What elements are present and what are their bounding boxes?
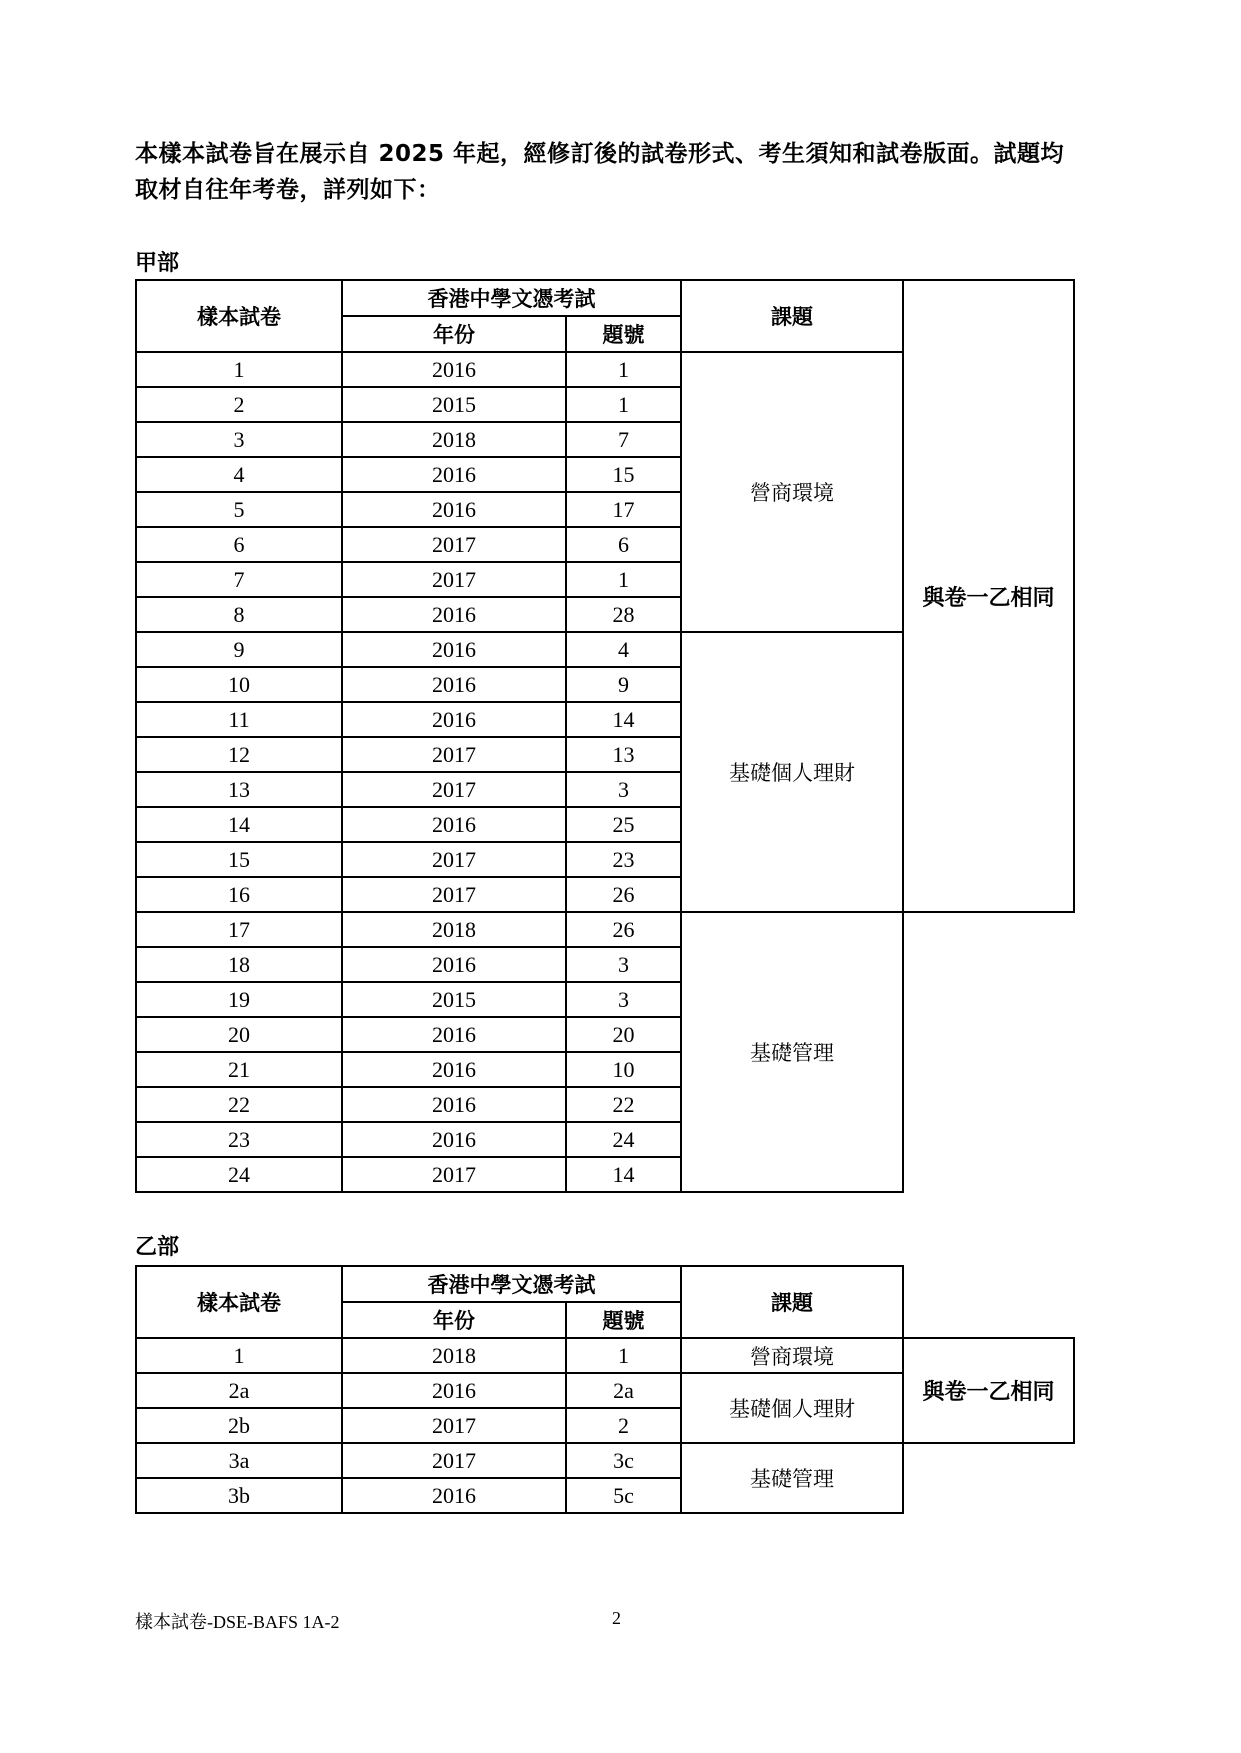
header-topic: 課題 bbox=[681, 1266, 903, 1338]
sample-paper-cell: 11 bbox=[136, 702, 342, 737]
year-cell: 2015 bbox=[342, 982, 566, 1017]
year-cell: 2016 bbox=[342, 1017, 566, 1052]
sample-paper-cell: 4 bbox=[136, 457, 342, 492]
year-cell: 2017 bbox=[342, 1443, 566, 1478]
empty-cell bbox=[903, 912, 1074, 947]
question-no-cell: 2a bbox=[566, 1373, 681, 1408]
same-as-note: 與卷一乙相同 bbox=[903, 280, 1074, 912]
sample-paper-cell: 1 bbox=[136, 1338, 342, 1373]
sample-paper-cell: 8 bbox=[136, 597, 342, 632]
sample-paper-cell: 9 bbox=[136, 632, 342, 667]
year-cell: 2016 bbox=[342, 457, 566, 492]
table-row bbox=[136, 1087, 1074, 1122]
table-row bbox=[136, 947, 1074, 982]
sample-paper-cell: 2b bbox=[136, 1408, 342, 1443]
question-no-cell: 20 bbox=[566, 1017, 681, 1052]
table-row bbox=[136, 1122, 1074, 1157]
sample-paper-cell: 14 bbox=[136, 807, 342, 842]
question-no-cell: 26 bbox=[566, 877, 681, 912]
year-cell: 2017 bbox=[342, 772, 566, 807]
sample-paper-cell: 12 bbox=[136, 737, 342, 772]
question-no-cell: 2 bbox=[566, 1408, 681, 1443]
question-no-cell: 4 bbox=[566, 632, 681, 667]
year-cell: 2017 bbox=[342, 527, 566, 562]
header-year: 年份 bbox=[342, 316, 566, 352]
section-a-title: 甲部 bbox=[135, 251, 180, 276]
table-row bbox=[136, 1052, 1074, 1087]
question-no-cell: 5c bbox=[566, 1478, 681, 1513]
header-hkdse: 香港中學文憑考試 bbox=[342, 1266, 681, 1302]
sample-paper-cell: 18 bbox=[136, 947, 342, 982]
topic-cell: 營商環境 bbox=[681, 1338, 903, 1373]
question-no-cell: 28 bbox=[566, 597, 681, 632]
empty-cell bbox=[903, 1443, 1074, 1478]
sample-paper-cell: 3a bbox=[136, 1443, 342, 1478]
question-no-cell: 13 bbox=[566, 737, 681, 772]
year-cell: 2016 bbox=[342, 1478, 566, 1513]
sample-paper-cell: 10 bbox=[136, 667, 342, 702]
year-cell: 2017 bbox=[342, 737, 566, 772]
question-no-cell: 3 bbox=[566, 982, 681, 1017]
year-cell: 2017 bbox=[342, 877, 566, 912]
question-no-cell: 25 bbox=[566, 807, 681, 842]
topic-cell: 基礎管理 bbox=[681, 912, 903, 1192]
question-no-cell: 1 bbox=[566, 352, 681, 387]
table-row bbox=[136, 982, 1074, 1017]
year-cell: 2016 bbox=[342, 492, 566, 527]
sample-paper-cell: 24 bbox=[136, 1157, 342, 1192]
empty-cell bbox=[903, 1266, 1074, 1338]
question-no-cell: 22 bbox=[566, 1087, 681, 1122]
header-hkdse: 香港中學文憑考試 bbox=[342, 280, 681, 316]
year-cell: 2016 bbox=[342, 1122, 566, 1157]
sample-paper-cell: 1 bbox=[136, 352, 342, 387]
sample-paper-cell: 16 bbox=[136, 877, 342, 912]
question-no-cell: 10 bbox=[566, 1052, 681, 1087]
year-cell: 2018 bbox=[342, 1338, 566, 1373]
sample-paper-cell: 7 bbox=[136, 562, 342, 597]
sample-paper-cell: 17 bbox=[136, 912, 342, 947]
year-cell: 2017 bbox=[342, 1408, 566, 1443]
section-b-title: 乙部 bbox=[135, 1235, 180, 1260]
question-no-cell: 1 bbox=[566, 1338, 681, 1373]
topic-cell: 基礎個人理財 bbox=[681, 632, 903, 912]
empty-cell bbox=[903, 1157, 1074, 1192]
sample-paper-cell: 5 bbox=[136, 492, 342, 527]
empty-cell bbox=[903, 1478, 1074, 1513]
question-no-cell: 9 bbox=[566, 667, 681, 702]
table-row bbox=[136, 1017, 1074, 1052]
sample-paper-cell: 3b bbox=[136, 1478, 342, 1513]
question-no-cell: 24 bbox=[566, 1122, 681, 1157]
empty-cell bbox=[903, 1052, 1074, 1087]
sample-paper-cell: 2 bbox=[136, 387, 342, 422]
year-cell: 2017 bbox=[342, 1157, 566, 1192]
header-question-no: 題號 bbox=[566, 316, 681, 352]
question-no-cell: 1 bbox=[566, 387, 681, 422]
topic-cell: 基礎管理 bbox=[681, 1443, 903, 1513]
empty-cell bbox=[903, 1087, 1074, 1122]
year-cell: 2017 bbox=[342, 562, 566, 597]
year-cell: 2016 bbox=[342, 632, 566, 667]
sample-paper-cell: 13 bbox=[136, 772, 342, 807]
empty-cell bbox=[903, 982, 1074, 1017]
empty-cell bbox=[903, 1017, 1074, 1052]
empty-cell bbox=[903, 1122, 1074, 1157]
header-sample-paper: 樣本試卷 bbox=[136, 280, 342, 352]
question-no-cell: 15 bbox=[566, 457, 681, 492]
footer-page-number: 2 bbox=[612, 1608, 621, 1628]
topic-cell: 基礎個人理財 bbox=[681, 1373, 903, 1443]
same-as-note: 與卷一乙相同 bbox=[903, 1338, 1074, 1443]
year-cell: 2018 bbox=[342, 912, 566, 947]
question-no-cell: 23 bbox=[566, 842, 681, 877]
question-no-cell: 14 bbox=[566, 702, 681, 737]
topic-cell: 營商環境 bbox=[681, 352, 903, 632]
year-cell: 2018 bbox=[342, 422, 566, 457]
year-cell: 2016 bbox=[342, 1087, 566, 1122]
year-cell: 2016 bbox=[342, 667, 566, 702]
sample-paper-cell: 20 bbox=[136, 1017, 342, 1052]
year-cell: 2016 bbox=[342, 807, 566, 842]
table-row bbox=[136, 1157, 1074, 1192]
table-row bbox=[136, 1478, 1074, 1513]
year-cell: 2017 bbox=[342, 842, 566, 877]
table-row bbox=[136, 912, 1074, 947]
sample-paper-cell: 15 bbox=[136, 842, 342, 877]
year-cell: 2015 bbox=[342, 387, 566, 422]
question-no-cell: 14 bbox=[566, 1157, 681, 1192]
question-no-cell: 6 bbox=[566, 527, 681, 562]
question-no-cell: 3c bbox=[566, 1443, 681, 1478]
header-year: 年份 bbox=[342, 1302, 566, 1338]
sample-paper-cell: 3 bbox=[136, 422, 342, 457]
sample-paper-cell: 22 bbox=[136, 1087, 342, 1122]
question-no-cell: 3 bbox=[566, 772, 681, 807]
sample-paper-cell: 19 bbox=[136, 982, 342, 1017]
year-cell: 2016 bbox=[342, 597, 566, 632]
intro-line-1: 本樣本試卷旨在展示自 2025 年起，經修訂後的試卷形式、考生須知和試卷版面。試題均 bbox=[135, 141, 1065, 167]
section-a-table bbox=[135, 279, 1075, 1193]
question-no-cell: 3 bbox=[566, 947, 681, 982]
section-b-table bbox=[135, 1265, 1075, 1514]
footer-paper-code: 樣本試卷-DSE-BAFS 1A-2 bbox=[135, 1612, 340, 1632]
intro-line-2: 取材自往年考卷，詳列如下： bbox=[135, 177, 441, 203]
year-cell: 2016 bbox=[342, 1373, 566, 1408]
header-topic: 課題 bbox=[681, 280, 903, 352]
intro-paragraph bbox=[135, 136, 1135, 208]
header-sample-paper: 樣本試卷 bbox=[136, 1266, 342, 1338]
year-cell: 2016 bbox=[342, 947, 566, 982]
sample-paper-cell: 23 bbox=[136, 1122, 342, 1157]
sample-paper-cell: 6 bbox=[136, 527, 342, 562]
header-question-no: 題號 bbox=[566, 1302, 681, 1338]
sample-paper-cell: 2a bbox=[136, 1373, 342, 1408]
table-row bbox=[136, 1338, 1074, 1373]
year-cell: 2016 bbox=[342, 352, 566, 387]
question-no-cell: 17 bbox=[566, 492, 681, 527]
question-no-cell: 7 bbox=[566, 422, 681, 457]
sample-paper-cell: 21 bbox=[136, 1052, 342, 1087]
question-no-cell: 26 bbox=[566, 912, 681, 947]
year-cell: 2016 bbox=[342, 702, 566, 737]
question-no-cell: 1 bbox=[566, 562, 681, 597]
empty-cell bbox=[903, 947, 1074, 982]
table-row bbox=[136, 1443, 1074, 1478]
year-cell: 2016 bbox=[342, 1052, 566, 1087]
